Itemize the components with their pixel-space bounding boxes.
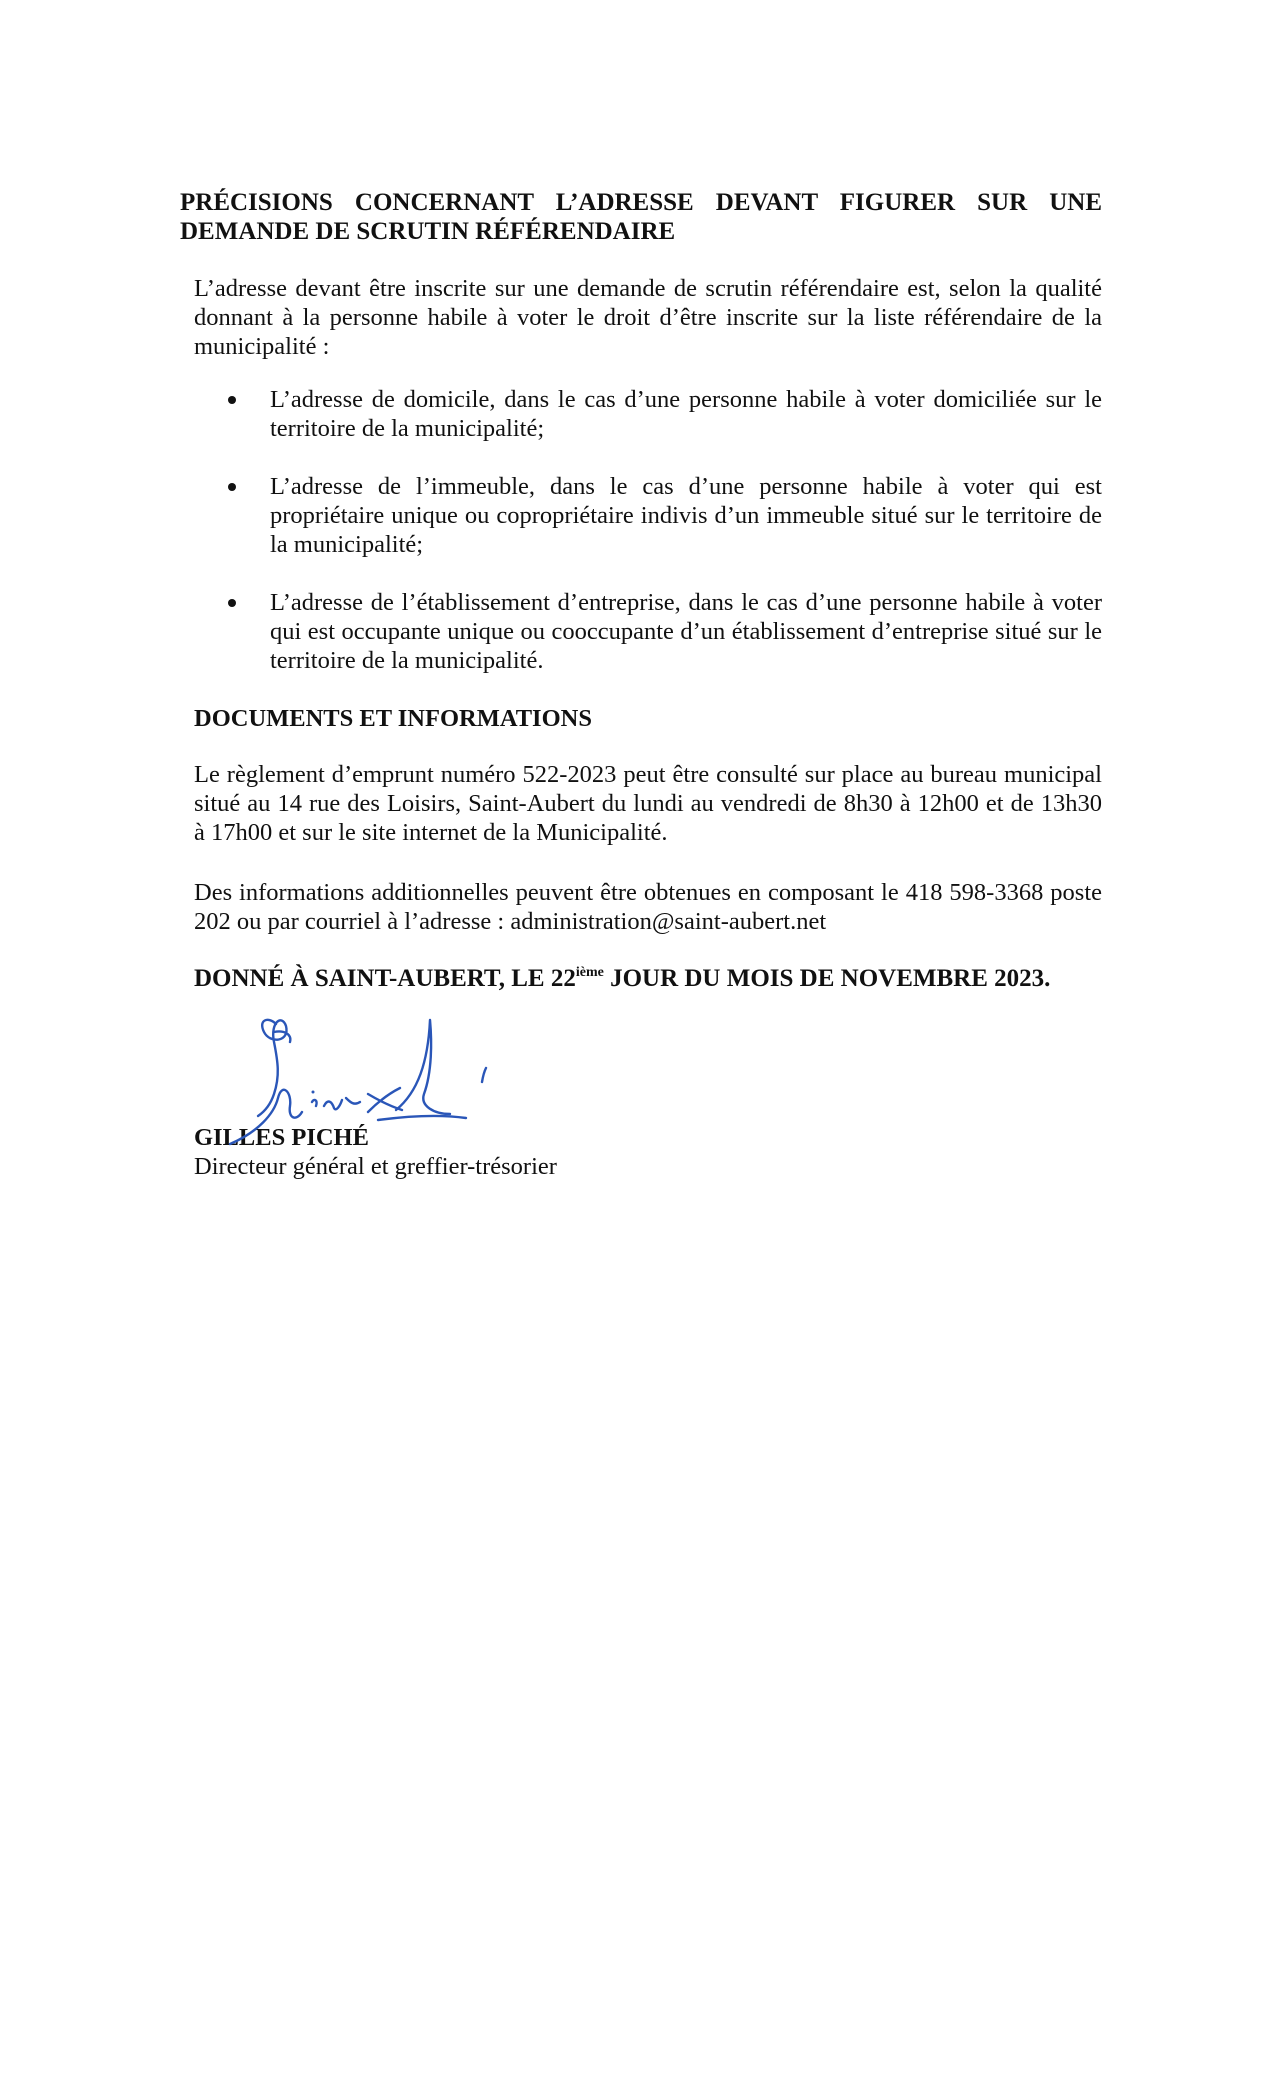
handwritten-signature [228,1002,498,1152]
signer-role: Directeur général et greffier-trésorier [194,1153,557,1180]
informations-paragraph: Des informations additionnelles peuvent être obtenues en composant le 418 598-3368 poste 202 ou par courriel à l’adresse : administration@saint-aubert.net [194,879,1102,935]
bullet-text-etablissement: L’adresse de l’établissement d’entreprise, dans le cas d’une personne habile à voter qui est occupante unique ou cooccupante d’un établissement d’entreprise situé sur le territoire de la municipalité. [270,589,1102,674]
bullet-icon [228,396,236,404]
given-at-statement [194,964,1050,993]
title-line-1: PRÉCISIONS CONCERNANT L’ADRESSE DEVANT FIGURER SUR UNE [180,189,1102,216]
given-prefix: DONNÉ À SAINT-AUBERT, LE 22 [194,965,576,992]
address-bullet-list [194,385,1102,704]
list-item [194,472,1102,559]
reglement-paragraph: Le règlement d’emprunt numéro 522-2023 peut être consulté sur place au bureau municipal situé au 14 rue des Loisirs, Saint-Aubert du lundi au vendredi de 8h30 à 12h00 et de 13h30 à 17h00 et sur le site internet de la Municipalité. [194,761,1102,846]
document-title [180,188,1102,246]
given-superscript: ième [575,965,604,980]
title-line-2: DEMANDE DE SCRUTIN RÉFÉRENDAIRE [180,218,676,245]
bullet-icon [228,483,236,491]
given-suffix: JOUR DU MOIS DE NOVEMBRE 2023. [603,965,1051,992]
intro-paragraph: L’adresse devant être inscrite sur une demande de scrutin référendaire est, selon la qualité donnant à la personne habile à voter le droit d’être inscrite sur la liste référendaire de la municipalité : [194,275,1102,360]
bullet-text-domicile: L’adresse de domicile, dans le cas d’une personne habile à voter domiciliée sur le territoire de la municipalité; [270,386,1102,442]
section-heading-documents: DOCUMENTS ET INFORMATIONS [194,705,592,732]
bullet-icon [228,599,236,607]
list-item [194,588,1102,675]
signer-name: GILLES PICHÉ [194,1124,369,1151]
bullet-text-immeuble: L’adresse de l’immeuble, dans le cas d’une personne habile à voter qui est propriétaire unique ou copropriétaire indivis d’un immeuble situé sur le territoire de la municipalité; [270,473,1102,558]
list-item [194,385,1102,443]
